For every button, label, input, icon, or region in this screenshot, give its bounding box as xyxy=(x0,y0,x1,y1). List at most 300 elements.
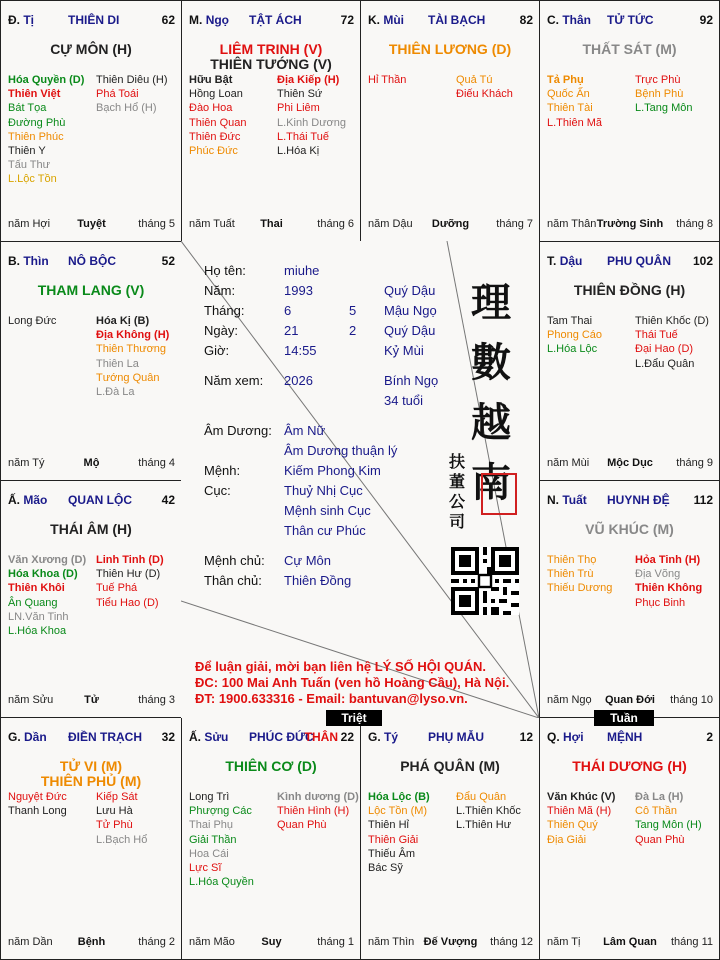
palace-number: 92 xyxy=(699,13,713,27)
main-star: THÁI DƯƠNG (H) xyxy=(572,758,687,774)
minor-star: Hóa Kị (B) xyxy=(96,315,150,327)
minor-star: Hóa Lộc (B) xyxy=(368,791,430,803)
star-column-right xyxy=(456,73,513,101)
year-can-chi: Quý Dậu xyxy=(384,283,436,298)
palace-footer xyxy=(8,694,175,708)
minor-star: Giải Thần xyxy=(189,833,237,846)
minor-star: Thiên Tài xyxy=(547,102,593,115)
day-lunar: 2 xyxy=(349,323,357,338)
minor-star: L.Tang Môn xyxy=(635,102,693,115)
minor-star: L.Thiên Hư xyxy=(456,819,512,832)
palace-year: năm Mùi xyxy=(547,457,590,469)
minor-star: L.Hóa Lộc xyxy=(547,343,598,356)
palace-stage: Quan Đới xyxy=(605,694,655,706)
star-column-left xyxy=(547,314,602,357)
hour-can-chi: Kỷ Mùi xyxy=(384,343,424,358)
star-column-right xyxy=(96,553,164,610)
main-star: THAM LANG (V) xyxy=(37,282,145,298)
palace-position xyxy=(8,493,47,507)
main-star: THIÊN LƯƠNG (D) xyxy=(388,41,512,57)
palace-number: 2 xyxy=(706,730,713,744)
star-column-right xyxy=(277,73,346,158)
palace-menh xyxy=(539,717,720,960)
palace-header xyxy=(8,254,175,270)
menh-chu-value: Cự Môn xyxy=(284,553,331,568)
minor-star: Hóa Khoa (D) xyxy=(8,568,78,581)
palace-header xyxy=(547,730,713,746)
minor-star: Bác Sỹ xyxy=(368,862,403,875)
minor-star: Quan Phù xyxy=(277,819,327,832)
palace-stage: Bệnh xyxy=(77,936,106,948)
minor-star: Phục Binh xyxy=(635,596,686,609)
palace-position xyxy=(8,730,47,744)
minor-star: Đà La (H) xyxy=(635,791,684,803)
palace-prefix: K. xyxy=(368,13,380,27)
palace-prefix: C. xyxy=(547,13,559,27)
minor-star: Hữu Bật xyxy=(189,74,233,86)
palace-position xyxy=(547,254,582,268)
minor-star: Thiên Việt xyxy=(8,88,61,101)
palace-stage: Mộc Dục xyxy=(607,457,653,469)
calligraphy-small-char: 扶 xyxy=(449,452,466,471)
palace-footer xyxy=(189,218,354,232)
palace-year: năm Tị xyxy=(547,936,581,948)
palace-year: năm Dần xyxy=(8,936,53,948)
palace-header xyxy=(547,493,713,509)
palace-stage: Tuyệt xyxy=(77,218,106,230)
minor-star: Hóa Quyền (D) xyxy=(8,74,85,86)
palace-number: 112 xyxy=(693,493,713,507)
palace-phuc-duc xyxy=(181,717,361,960)
than-chu-value: Thiên Đồng xyxy=(284,573,352,588)
minor-star: Thiên Sứ xyxy=(277,88,323,101)
palace-number: 72 xyxy=(340,13,354,27)
minor-star: L.Hóa Quyền xyxy=(189,876,254,889)
minor-star: Thiên Diêu (H) xyxy=(96,74,168,86)
minor-star: LN.Văn Tinh xyxy=(8,610,69,623)
palace-branch: Dần xyxy=(24,730,47,744)
minor-star: Thiên Y xyxy=(8,145,46,158)
palace-prefix: B. xyxy=(8,254,20,268)
minor-star: Tử Phù xyxy=(96,819,133,832)
triet-tag: Triệt xyxy=(326,710,382,726)
minor-star: Thiên Khốc (D) xyxy=(635,315,709,327)
minor-star: Quốc Ấn xyxy=(547,88,590,101)
minor-star: Tam Thai xyxy=(547,315,593,327)
palace-stage: Thai xyxy=(260,218,283,230)
contact-line-2: ĐC: 100 Mai Anh Tuấn (ven hồ Hoàng Cầu), Hà Nội. xyxy=(195,675,510,690)
main-star: THẤT SÁT (M) xyxy=(582,41,677,57)
palace-header xyxy=(8,730,175,746)
hour-value: 14:55 xyxy=(284,343,317,358)
palace-month: tháng 3 xyxy=(138,694,175,706)
palace-name: ĐIỀN TRẠCH xyxy=(68,730,142,744)
minor-star: Thanh Long xyxy=(8,805,67,818)
palace-quan-loc xyxy=(0,480,182,718)
main-star: THIÊN TƯỚNG (V) xyxy=(210,56,332,72)
palace-position xyxy=(368,13,404,27)
palace-tu-tuc xyxy=(539,0,720,242)
cuc-label: Cục: xyxy=(204,483,231,498)
minor-star: Hoa Cái xyxy=(189,847,229,860)
age-value: 34 tuổi xyxy=(384,393,424,408)
day-label: Ngày: xyxy=(204,323,238,338)
palace-header xyxy=(547,13,713,29)
star-column-left xyxy=(368,73,406,87)
minor-star: Thiên Hình (H) xyxy=(277,805,350,818)
palace-branch: Thìn xyxy=(23,254,49,268)
month-label: Tháng: xyxy=(204,303,245,318)
minor-star: Văn Khúc (V) xyxy=(547,791,616,803)
palace-year: năm Tý xyxy=(8,457,45,469)
contact-line-3: ĐT: 1900.633316 - Email: bantuvan@lyso.vn. xyxy=(195,691,468,706)
main-star: THIÊN PHỦ (M) xyxy=(40,773,142,789)
star-column-left xyxy=(8,314,56,328)
palace-phu-quan xyxy=(539,241,720,481)
star-column-left xyxy=(189,73,246,158)
palace-month: tháng 12 xyxy=(490,936,533,948)
palace-header xyxy=(547,254,713,270)
palace-branch: Mão xyxy=(23,493,48,507)
calligraphy-small-char: 公 xyxy=(449,492,466,511)
minor-star: Tang Môn (H) xyxy=(635,819,702,832)
calligraphy-char: 南 xyxy=(471,459,511,506)
am-duong-note: Âm Dương thuận lý xyxy=(284,443,398,458)
palace-header xyxy=(8,493,175,509)
main-star: CỰ MÔN (H) xyxy=(50,41,132,57)
palace-month: tháng 11 xyxy=(670,936,713,948)
palace-tat-ach xyxy=(181,0,361,242)
palace-number: 32 xyxy=(161,730,175,744)
palace-month: tháng 10 xyxy=(670,694,713,706)
palace-month: tháng 7 xyxy=(496,218,533,230)
palace-name: HUYNH ĐỆ xyxy=(607,493,670,507)
calligraphy-small-char: 司 xyxy=(449,512,466,531)
star-column-right xyxy=(96,73,168,116)
star-column-right xyxy=(277,790,359,833)
minor-star: Quan Phù xyxy=(635,833,685,846)
palace-branch: Tuất xyxy=(562,493,587,507)
name-label: Họ tên: xyxy=(204,263,246,278)
palace-name: TỬ TỨC xyxy=(607,13,654,27)
am-duong-value: Âm Nữ xyxy=(284,423,326,438)
minor-star: Đại Hao (D) xyxy=(635,343,694,356)
minor-star: Thiên Hư (D) xyxy=(96,568,161,581)
palace-number: 52 xyxy=(161,254,175,268)
star-column-right xyxy=(635,790,702,847)
view-year-label: Năm xem: xyxy=(204,373,264,388)
palace-prefix: M. xyxy=(189,13,203,27)
main-star: VŨ KHÚC (M) xyxy=(585,521,674,537)
palace-footer xyxy=(8,218,175,232)
palace-position xyxy=(547,493,587,507)
minor-star: Thiên Thương xyxy=(96,343,167,356)
minor-star: Địa Võng xyxy=(635,568,681,581)
palace-header xyxy=(368,13,533,29)
palace-year: năm Sửu xyxy=(8,694,54,706)
minor-star: Thiên Hỉ xyxy=(368,819,409,832)
palace-year: năm Hợi xyxy=(8,218,51,230)
palace-name: PHỤ MẪU xyxy=(428,730,484,744)
minor-star: Thai Phụ xyxy=(189,819,234,832)
palace-dien-trach xyxy=(0,717,182,960)
minor-star: Thiếu Dương xyxy=(547,582,613,595)
minor-star: Thiên Khôi xyxy=(8,582,65,595)
minor-star: Phá Toái xyxy=(96,88,139,101)
palace-name: NÔ BỘC xyxy=(68,254,116,268)
minor-star: Quả Tú xyxy=(456,74,493,86)
palace-stage: Lâm Quan xyxy=(603,936,657,948)
calligraphy-char: 數 xyxy=(471,339,511,386)
main-star: TỬ VI (M) xyxy=(59,758,123,774)
star-column-right xyxy=(635,553,702,610)
hour-label: Giờ: xyxy=(204,343,230,358)
minor-star: Thiên Thọ xyxy=(547,554,597,566)
calligraphy-char: 理 xyxy=(471,279,511,326)
palace-stage: Dưỡng xyxy=(431,218,470,230)
menh-label: Mệnh: xyxy=(204,463,241,478)
palace-year: năm Dậu xyxy=(368,218,413,230)
palace-position xyxy=(547,730,584,744)
minor-star: Hồng Loan xyxy=(189,88,243,101)
palace-number: 42 xyxy=(161,493,175,507)
minor-star: L.Hóa Kị xyxy=(277,145,320,158)
minor-star: Thiếu Âm xyxy=(368,847,416,860)
palace-footer xyxy=(368,936,533,950)
palace-position xyxy=(8,13,34,27)
palace-year: năm Ngọ xyxy=(547,694,592,706)
palace-name: THIÊN DI xyxy=(68,13,120,27)
star-column-left xyxy=(547,790,615,847)
palace-month: tháng 6 xyxy=(317,218,354,230)
palace-branch: Mùi xyxy=(383,13,405,27)
palace-position xyxy=(189,730,228,744)
minor-star: Thiên Quan xyxy=(189,116,247,129)
palace-name: TẬT ÁCH xyxy=(249,13,302,27)
minor-star: Bệnh Phù xyxy=(635,88,684,101)
am-duong-label: Âm Dương: xyxy=(204,423,272,438)
palace-footer xyxy=(547,936,713,950)
minor-star: Lưu Hà xyxy=(96,805,133,818)
minor-star: Kiếp Sát xyxy=(96,791,138,803)
cuc-note-2: Thân cư Phúc xyxy=(284,523,366,538)
palace-prefix: T. xyxy=(547,254,557,268)
minor-star: Phúc Đức xyxy=(189,145,238,158)
minor-star: Kình dương (D) xyxy=(277,791,359,803)
palace-stage: Mộ xyxy=(83,457,100,469)
palace-prefix: N. xyxy=(547,493,559,507)
minor-star: Đường Phù xyxy=(8,116,66,129)
palace-branch: Tý xyxy=(384,730,399,744)
palace-header xyxy=(8,13,175,29)
palace-stage: Đế Vượng xyxy=(423,936,478,948)
cuc-value: Thuỷ Nhị Cục xyxy=(284,483,363,498)
palace-branch: Ngọ xyxy=(205,13,230,27)
view-year-value: 2026 xyxy=(284,373,313,388)
minor-star: L.Thiên Khốc xyxy=(456,805,521,818)
palace-branch: Tị xyxy=(23,13,35,27)
minor-star: Điếu Khách xyxy=(456,88,513,101)
minor-star: L.Thái Tuế xyxy=(277,130,329,143)
palace-branch: Hợi xyxy=(563,730,584,744)
calligraphy-small-char: 董 xyxy=(449,472,466,491)
menh-chu-label: Mệnh chủ: xyxy=(204,553,265,568)
minor-star: Thiên Trù xyxy=(547,568,594,581)
main-star: THÁI ÂM (H) xyxy=(50,521,132,537)
cuc-note-1: Mệnh sinh Cục xyxy=(284,503,371,518)
star-column-right xyxy=(96,790,147,847)
palace-header xyxy=(368,730,533,746)
palace-name: MỆNH xyxy=(607,730,643,744)
minor-star: Hỏa Tinh (H) xyxy=(635,554,701,566)
name-value: miuhe xyxy=(284,263,320,278)
star-column-left xyxy=(547,553,612,596)
main-star: PHÁ QUÂN (M) xyxy=(400,758,500,774)
palace-header xyxy=(189,13,354,29)
palace-month: tháng 1 xyxy=(317,936,354,948)
palace-branch: Thân xyxy=(562,13,592,27)
palace-phu-mau xyxy=(360,717,540,960)
minor-star: Địa Kiếp (H) xyxy=(277,74,340,86)
palace-number: 82 xyxy=(519,13,533,27)
palace-footer xyxy=(547,694,713,708)
palace-footer xyxy=(547,218,713,232)
palace-footer xyxy=(368,218,533,232)
minor-star: Thiên La xyxy=(96,357,139,370)
minor-star: L.Đà La xyxy=(96,386,135,399)
minor-star: L.Bạch Hổ xyxy=(96,833,148,846)
main-star: THIÊN CƠ (D) xyxy=(225,758,317,774)
year-label: Năm: xyxy=(204,283,236,298)
palace-stage: Trường Sinh xyxy=(596,218,664,230)
palace-position xyxy=(547,13,591,27)
palace-footer xyxy=(189,936,354,950)
palace-header xyxy=(189,730,354,746)
minor-star: Thái Tuế xyxy=(635,329,678,342)
palace-month: tháng 8 xyxy=(676,218,713,230)
year-value: 1993 xyxy=(284,283,313,298)
minor-star: Thiên Mã (H) xyxy=(547,805,612,818)
minor-star: Cô Thần xyxy=(635,805,677,818)
palace-prefix: Ấ. xyxy=(8,493,20,507)
palace-position xyxy=(189,13,229,27)
palace-huynh-de xyxy=(539,480,720,718)
minor-star: Long Đức xyxy=(8,315,57,327)
minor-star: Địa Không (H) xyxy=(96,329,170,342)
day-value: 21 xyxy=(284,323,299,338)
main-star: THIÊN ĐỒNG (H) xyxy=(573,282,686,298)
minor-star: Tả Phụ xyxy=(547,74,584,86)
minor-star: Bát Tọa xyxy=(8,102,47,115)
palace-prefix: Ấ. xyxy=(189,730,201,744)
star-column-right xyxy=(456,790,521,833)
minor-star: Hỉ Thần xyxy=(368,74,407,86)
star-column-right xyxy=(635,73,692,116)
minor-star: Lộc Tồn (M) xyxy=(368,805,428,818)
calligraphy-char: 越 xyxy=(471,399,511,446)
palace-year: năm Thìn xyxy=(368,936,415,948)
palace-name: PHÚC ĐỨC xyxy=(249,730,314,744)
palace-prefix: Đ. xyxy=(8,13,20,27)
palace-branch: Dậu xyxy=(559,254,583,268)
minor-star: L.Đẩu Quân xyxy=(635,357,695,370)
palace-footer xyxy=(8,936,175,950)
minor-star: Nguyệt Đức xyxy=(8,791,67,803)
month-can-chi: Mậu Ngọ xyxy=(384,303,437,318)
minor-star: Phượng Các xyxy=(189,805,252,818)
palace-name: TÀI BẠCH xyxy=(428,13,486,27)
month-value: 6 xyxy=(284,303,292,318)
palace-number: 62 xyxy=(161,13,175,27)
palace-name: QUAN LỘC xyxy=(68,493,132,507)
palace-prefix: G. xyxy=(368,730,381,744)
minor-star: Phong Cáo xyxy=(547,329,603,342)
palace-branch: Sửu xyxy=(204,730,229,744)
palace-month: tháng 5 xyxy=(138,218,175,230)
minor-star: Bạch Hổ (H) xyxy=(96,102,157,115)
minor-star: Đào Hoa xyxy=(189,102,233,115)
minor-star: L.Kinh Dương xyxy=(277,116,347,129)
minor-star: Trực Phù xyxy=(635,74,681,86)
palace-position xyxy=(8,254,49,268)
than-chu-label: Thân chủ: xyxy=(204,573,262,588)
palace-month: tháng 4 xyxy=(138,457,175,469)
palace-position xyxy=(368,730,398,744)
star-column-left xyxy=(368,790,430,875)
minor-star: Thiên Không xyxy=(635,582,703,595)
palace-tai-bach xyxy=(360,0,540,242)
day-can-chi: Quý Dậu xyxy=(384,323,436,338)
minor-star: Thiên Đức xyxy=(189,130,241,143)
minor-star: Ân Quang xyxy=(8,596,58,609)
palace-footer xyxy=(8,457,175,471)
palace-name: PHU QUÂN xyxy=(607,254,672,268)
palace-no-boc xyxy=(0,241,182,481)
month-lunar: 5 xyxy=(349,303,357,318)
minor-star: Tuế Phá xyxy=(96,582,138,595)
minor-star: Linh Tinh (D) xyxy=(96,554,164,566)
minor-star: Lực Sĩ xyxy=(189,862,222,875)
palace-prefix: Q. xyxy=(547,730,560,744)
minor-star: Thiên Quý xyxy=(547,819,598,832)
palace-year: năm Mão xyxy=(189,936,235,948)
star-column-right xyxy=(635,314,709,371)
palace-month: tháng 2 xyxy=(138,936,175,948)
palace-month: tháng 9 xyxy=(676,457,713,469)
contact-line-1: Để luận giải, mời bạn liên hệ LÝ SỐ HỘI QUÁN. xyxy=(195,659,486,674)
minor-star: Thiên Phúc xyxy=(8,130,64,143)
minor-star: Long Trì xyxy=(189,791,230,803)
minor-star: L.Lộc Tồn xyxy=(8,173,57,186)
palace-prefix: G. xyxy=(8,730,21,744)
palace-number: 12 xyxy=(519,730,533,744)
minor-star: Văn Xương (D) xyxy=(8,554,87,566)
minor-star: Phi Liêm xyxy=(277,102,320,115)
palace-stage: Tử xyxy=(84,694,99,706)
palace-footer xyxy=(547,457,713,471)
star-column-left xyxy=(8,73,84,187)
tuan-tag: Tuần xyxy=(594,710,654,726)
star-column-right xyxy=(96,314,169,399)
main-star: LIÊM TRINH (V) xyxy=(219,41,323,57)
palace-number: 102 xyxy=(692,254,713,268)
palace-number: 22 xyxy=(340,730,354,744)
palace-thien-di xyxy=(0,0,182,242)
center-info-panel xyxy=(181,241,539,718)
minor-star: Địa Giải xyxy=(547,833,587,846)
minor-star: Tiểu Hao (D) xyxy=(96,596,159,609)
than-marker: THÂN xyxy=(304,730,338,744)
